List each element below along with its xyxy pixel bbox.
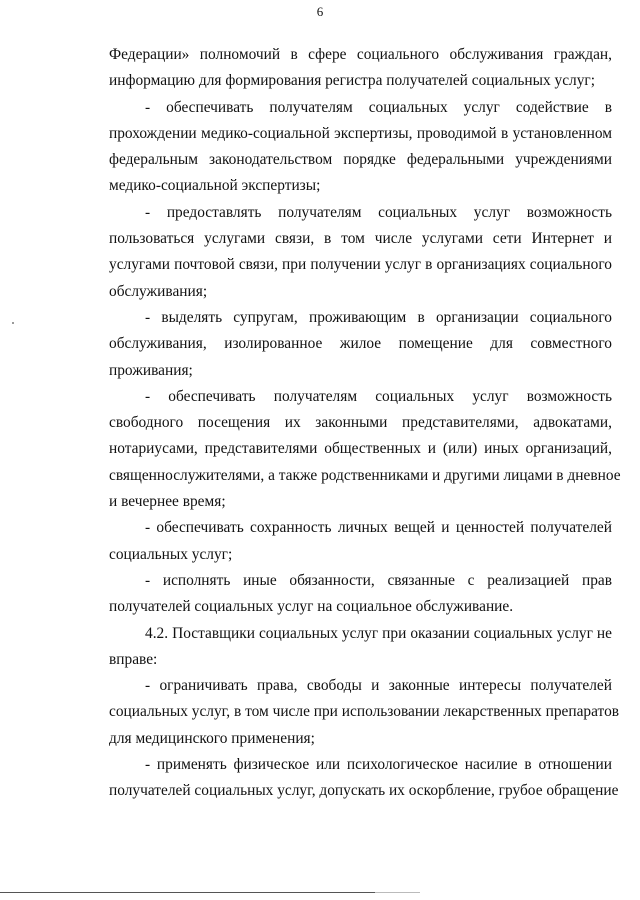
text-line: медико-социальной экспертизы;: [109, 177, 321, 195]
text-line: социальных услуг, в том числе при использовании лекарственных препаратов: [109, 703, 620, 721]
paragraph: [109, 752, 619, 805]
text-line: - обеспечивать сохранность личных вещей и ценностей получателей: [145, 519, 612, 537]
text-line: проживания;: [109, 361, 193, 379]
text-line: - предоставлять получателям социальных услуг возможность: [145, 203, 612, 221]
text-line: священнослужителями, а также родственниками и другими лицами в дневное: [109, 466, 621, 484]
text-line: пользоваться услугами связи, в том числе услугами сети Интернет и: [109, 230, 612, 248]
paragraph: [109, 515, 612, 568]
text-line: - обеспечивать получателям социальных услуг содействие в: [145, 98, 612, 116]
text-line: услугами почтовой связи, при получении услуг в организациях социального: [109, 256, 612, 274]
text-line: - ограничивать права, свободы и законные интересы получателей: [145, 677, 612, 695]
text-line: - выделять супругам, проживающим в организации социального: [145, 308, 612, 326]
text-line: вправе:: [109, 650, 158, 668]
text-line: для медицинского применения;: [109, 729, 315, 747]
text-line: - применять физическое или психологическое насилие в отношении: [145, 756, 612, 774]
text-line: обслуживания;: [109, 282, 208, 300]
page-number: 6: [316, 4, 324, 19]
scan-speck: [12, 322, 14, 324]
text-line: - обеспечивать получателям социальных услуг возможность: [145, 387, 612, 405]
text-line: нотариусами, представителями общественных и (или) иных организаций,: [109, 440, 612, 458]
text-line: прохождении медико-социальной экспертизы, проводимой в установленном: [109, 124, 612, 142]
text-line: информацию для формирования регистра получателей социальных услуг;: [109, 72, 596, 90]
text-line: - исполнять иные обязанности, связанные с реализацией прав: [145, 571, 612, 589]
text-line: и вечернее время;: [109, 493, 226, 511]
paragraph: [109, 305, 612, 384]
text-line: получателей социальных услуг, допускать их оскорбление, грубое обращение: [109, 782, 619, 800]
paragraph: [109, 384, 621, 515]
text-line: свободного посещения их законными представителями, адвокатами,: [109, 414, 612, 432]
bottom-scan-line-faint: [375, 892, 420, 893]
text-line: Федерации» полномочий в сфере социального обслуживания граждан,: [109, 46, 612, 63]
document-body: [109, 42, 621, 805]
paragraph: [109, 200, 612, 305]
bottom-scan-line: [0, 892, 375, 893]
text-line: 4.2. Поставщики социальных услуг при оказании социальных услуг не: [145, 624, 612, 642]
paragraph: [109, 568, 612, 621]
paragraph: [109, 621, 612, 674]
text-line: обслуживания, изолированное жилое помещение для совместного: [109, 335, 612, 353]
text-line: федеральным законодательством порядке федеральными учреждениями: [109, 151, 612, 169]
paragraph: [109, 673, 620, 752]
text-line: получателей социальных услуг на социальное обслуживание.: [109, 598, 514, 616]
paragraph: [109, 95, 612, 200]
paragraph: [109, 42, 612, 95]
text-line: социальных услуг;: [109, 545, 233, 563]
